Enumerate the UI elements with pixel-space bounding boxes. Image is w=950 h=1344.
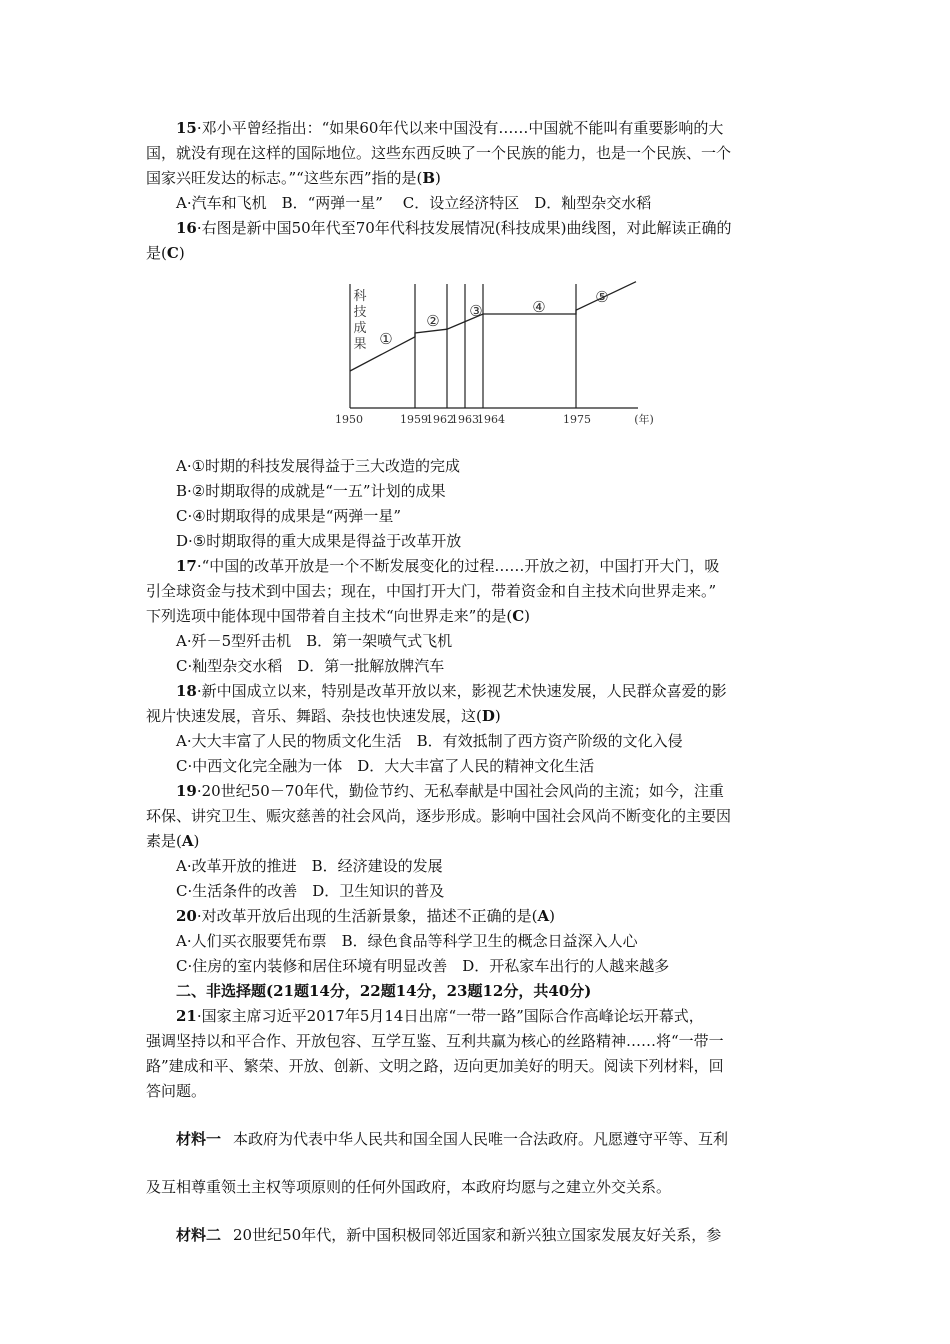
question-number: 18 (176, 682, 197, 700)
y-axis-label-char: 成 (353, 321, 367, 336)
option-line: A·大大丰富了人民的物质文化生活 B．有效抵制了西方资产阶级的文化入侵 (176, 732, 683, 750)
question-text: 环保、讲究卫生、赈灾慈善的社会风尚，逐步形成。影响中国社会风尚不断变化的主要因 (146, 807, 732, 825)
option-line: B·②时期取得的成就是“一五”计划的成果 (176, 482, 446, 500)
answer-letter: D (481, 707, 495, 725)
spacer (146, 1104, 806, 1127)
x-tick-label: 1975 (563, 413, 591, 426)
chart-svg (146, 266, 806, 454)
question-text: 引全球资金与技术到中国去；现在，中国打开大门，带着资金和自主技术向世界走来。” (146, 582, 717, 600)
answer-letter: C (512, 607, 525, 625)
question-text: 视片快速发展，音乐、舞蹈、杂技也快速发展，这( (146, 707, 482, 725)
question-number: 17 (176, 557, 197, 575)
option-line: A·汽车和飞机 B．“两弹一星” C．设立经济特区 D．籼型杂交水稻 (176, 194, 652, 212)
option-line: A·改革开放的推进 B．经济建设的发展 (176, 857, 443, 875)
section-heading: 二、非选择题(21题14分，22题14分，23题12分，共40分) (176, 982, 592, 1000)
question-text: ·“中国的改革开放是一个不断发展变化的过程……开放之初，中国打开大门，吸 (196, 557, 720, 575)
bracket-close: ) (178, 244, 185, 262)
question-number: 21 (176, 1007, 197, 1025)
period-label: ④ (532, 298, 546, 316)
answer-letter: C (166, 244, 179, 262)
answer-letter: A (537, 907, 550, 925)
question-21 (146, 1004, 806, 1104)
question-20 (146, 904, 806, 979)
series-line (350, 282, 636, 371)
material-label: 材料二 (176, 1226, 222, 1244)
period-label: ⑤ (595, 288, 609, 306)
question-number: 16 (176, 219, 197, 237)
period-label: ② (426, 312, 440, 330)
question-text: 是( (146, 244, 167, 262)
option-line: C·住房的室内装修和居住环境有明显改善 D．开私家车出行的人越来越多 (176, 957, 670, 975)
option-line: C·籼型杂交水稻 D．第一批解放牌汽车 (176, 657, 445, 675)
question-17 (146, 554, 806, 679)
exam-page (146, 116, 806, 1248)
bracket-close: ) (435, 169, 441, 187)
bracket-close: ) (524, 607, 531, 625)
answer-letter: B (422, 169, 436, 187)
material-label: 材料一 (176, 1130, 222, 1148)
answer-letter: A (181, 832, 194, 850)
material-text: 及互相尊重领土主权等项原则的任何外国政府，本政府均愿与之建立外交关系。 (146, 1178, 672, 1196)
question-text: 素是( (146, 832, 182, 850)
question-text: ·国家主席习近平2017年5月14日出席“一带一路”国际合作高峰论坛开幕式， (196, 1007, 704, 1025)
question-text: 答问题。 (146, 1082, 207, 1100)
option-line: A·歼－5型歼击机 B．第一架喷气式飞机 (176, 632, 453, 650)
option-line: C·④时期取得的成果是“两弹一星” (176, 507, 402, 525)
material-text: 20世纪50年代，新中国积极同邻近国家和新兴独立国家发展友好关系，参 (233, 1226, 722, 1244)
bracket-close: ) (549, 907, 555, 925)
option-line: A·人们买衣服要凭布票 B．绿色食品等科学卫生的概念日益深入人心 (176, 932, 638, 950)
x-tick-label: 1959 (400, 413, 428, 426)
material-2 (146, 1223, 806, 1248)
tech-achievement-chart (146, 266, 806, 454)
spacer (146, 1152, 806, 1175)
material-text: 本政府为代表中华人民共和国全国人民唯一合法政府。凡愿遵守平等、互利 (233, 1130, 729, 1148)
question-text: ·新中国成立以来，特别是改革开放以来，影视艺术快速发展，人民群众喜爱的影 (196, 682, 727, 700)
option-line: C·中西文化完全融为一体 D．大大丰富了人民的精神文化生活 (176, 757, 595, 775)
option-line: D·⑤时期取得的重大成果是得益于改革开放 (176, 532, 462, 550)
question-number: 20 (176, 907, 197, 925)
y-axis-label-char: 技 (353, 305, 367, 320)
x-tick-label: 1964 (477, 413, 505, 426)
spacer (146, 1200, 806, 1223)
y-axis-label-char: 科 (353, 289, 367, 304)
period-label: ① (379, 330, 393, 348)
question-text: 强调坚持以和平合作、开放包容、互学互鉴、互利共赢为核心的丝路精神……将“一带一 (146, 1032, 724, 1050)
question-18 (146, 679, 806, 779)
question-text: 国，就没有现在这样的国际地位。这些东西反映了一个民族的能力，也是一个民族、一个 (146, 144, 732, 162)
question-text: ·对改革开放后出现的生活新景象，描述不正确的是( (196, 907, 538, 925)
question-number: 19 (176, 782, 197, 800)
question-text: ·20世纪50－70年代，勤俭节约、无私奉献是中国社会风尚的主流；如今，注重 (196, 782, 724, 800)
material-1 (146, 1127, 806, 1200)
question-15 (146, 116, 806, 216)
question-text: ·邓小平曾经指出：“如果60年代以来中国没有……中国就不能叫有重要影响的大 (196, 119, 724, 137)
question-text: 下列选项中能体现中国带着自主技术“向世界走来”的是( (146, 607, 513, 625)
question-text: 国家兴旺发达的标志。”“这些东西”指的是( (146, 169, 423, 187)
question-16 (146, 216, 806, 554)
option-line: A·①时期的科技发展得益于三大改造的完成 (176, 457, 461, 475)
question-text: 路”建成和平、繁荣、开放、创新、文明之路，迈向更加美好的明天。阅读下列材料，回 (146, 1057, 724, 1075)
period-label: ③ (469, 302, 483, 320)
bracket-close: ) (193, 832, 200, 850)
option-line: C·生活条件的改善 D．卫生知识的普及 (176, 882, 445, 900)
bracket-close: ) (494, 707, 501, 725)
y-axis-label-char: 果 (353, 337, 367, 352)
x-tick-label: 1962 (426, 413, 454, 426)
x-tick-label: 1963 (451, 413, 479, 426)
question-19 (146, 779, 806, 904)
question-number: 15 (176, 119, 197, 137)
x-axis-label: (年) (634, 413, 654, 426)
x-tick-label: 1950 (335, 413, 363, 426)
question-text: ·右图是新中国50年代至70年代科技发展情况(科技成果)曲线图，对此解读正确的 (196, 219, 732, 237)
